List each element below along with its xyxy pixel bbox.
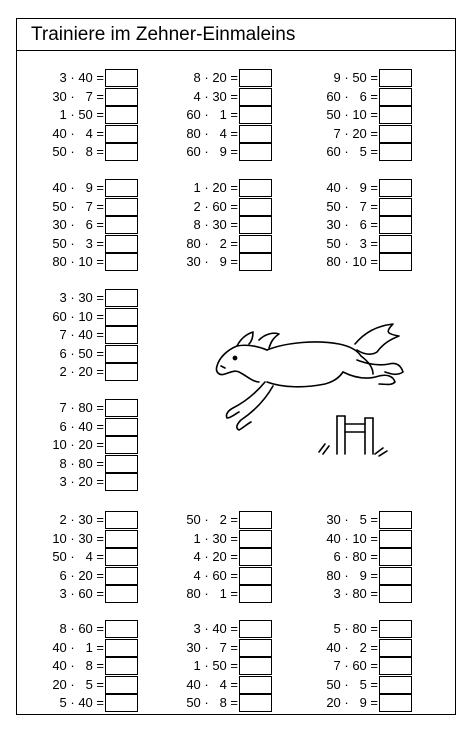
task-expression: 40 · 10 =: [326, 530, 378, 546]
task-row: [23, 455, 138, 473]
task-expression: 40 · 4 =: [52, 125, 104, 141]
task-expression: 50 · 7 =: [52, 198, 104, 214]
task-row: [297, 530, 412, 548]
answer-box[interactable]: [239, 676, 272, 694]
task-expression: 10 · 20 =: [52, 437, 104, 452]
task-row: [23, 399, 138, 417]
answer-box[interactable]: [379, 585, 412, 603]
task-row: [23, 511, 138, 529]
task-expression: 7 · 80 =: [59, 400, 104, 415]
answer-box[interactable]: [239, 567, 272, 585]
answer-box[interactable]: [105, 179, 138, 197]
task-expression: 60 · 1 =: [186, 107, 238, 122]
answer-box[interactable]: [239, 548, 272, 566]
task-expression: 4 · 60 =: [193, 567, 238, 583]
task-row: [23, 694, 138, 712]
answer-box[interactable]: [379, 125, 412, 143]
task-expression: 50 · 3 =: [326, 235, 378, 251]
task-row: [157, 143, 272, 161]
task-expression: 20 · 9 =: [326, 695, 378, 710]
answer-box[interactable]: [379, 253, 412, 271]
task-expression: 2 · 60 =: [193, 198, 238, 214]
task-row: [23, 436, 138, 454]
answer-box[interactable]: [105, 399, 138, 417]
answer-box[interactable]: [379, 530, 412, 548]
answer-box[interactable]: [105, 363, 138, 381]
answer-box[interactable]: [105, 235, 138, 253]
task-expression: 7 · 40 =: [59, 327, 104, 342]
task-expression: 80 · 4 =: [186, 125, 238, 141]
answer-box[interactable]: [105, 567, 138, 585]
task-row: [23, 585, 138, 603]
task-expression: 50 · 10 =: [326, 107, 378, 122]
task-row: [23, 253, 138, 271]
task-row: [297, 216, 412, 234]
task-expression: 30 · 9 =: [186, 254, 238, 269]
worksheet-frame: [16, 18, 456, 715]
answer-box[interactable]: [379, 694, 412, 712]
answer-box[interactable]: [379, 198, 412, 216]
task-expression: 40 · 9 =: [52, 180, 104, 195]
task-expression: 3 · 60 =: [59, 586, 104, 601]
answer-box[interactable]: [105, 657, 138, 675]
task-expression: 4 · 20 =: [193, 549, 238, 564]
task-row: [23, 639, 138, 657]
task-expression: 6 · 50 =: [59, 345, 104, 361]
answer-box[interactable]: [105, 345, 138, 363]
task-expression: 5 · 80 =: [333, 621, 378, 636]
task-row: [297, 125, 412, 143]
task-expression: 30 · 6 =: [326, 217, 378, 232]
task-expression: 80 · 2 =: [186, 235, 238, 251]
task-row: [157, 511, 272, 529]
task-row: [297, 179, 412, 197]
answer-box[interactable]: [105, 694, 138, 712]
task-expression: 40 · 1 =: [52, 639, 104, 655]
task-row: [157, 548, 272, 566]
task-row: [157, 253, 272, 271]
task-expression: 3 · 80 =: [333, 586, 378, 601]
answer-box[interactable]: [105, 106, 138, 124]
task-expression: 6 · 20 =: [59, 567, 104, 583]
task-row: [157, 106, 272, 124]
task-expression: 3 · 20 =: [59, 474, 104, 489]
answer-box[interactable]: [379, 69, 412, 87]
task-row: [23, 235, 138, 253]
task-expression: 1 · 50 =: [193, 658, 238, 673]
answer-box[interactable]: [239, 585, 272, 603]
task-expression: 8 · 20 =: [193, 70, 238, 85]
task-row: [23, 363, 138, 381]
task-expression: 60 · 9 =: [186, 144, 238, 159]
task-row: [297, 657, 412, 675]
task-row: [157, 179, 272, 197]
task-row: [23, 106, 138, 124]
task-expression: 10 · 30 =: [52, 530, 104, 546]
task-expression: 50 · 4 =: [52, 549, 104, 564]
task-row: [297, 639, 412, 657]
task-row: [297, 253, 412, 271]
task-expression: 30 · 5 =: [326, 512, 378, 527]
answer-box[interactable]: [105, 69, 138, 87]
answer-box[interactable]: [379, 511, 412, 529]
answer-box[interactable]: [105, 289, 138, 307]
task-expression: 7 · 60 =: [333, 658, 378, 673]
task-row: [23, 418, 138, 436]
task-expression: 5 · 40 =: [59, 695, 104, 710]
jumping-horse-icon: [207, 304, 407, 479]
answer-box[interactable]: [105, 418, 138, 436]
task-row: [23, 69, 138, 87]
task-expression: 2 · 30 =: [59, 512, 104, 527]
task-row: [23, 143, 138, 161]
answer-box[interactable]: [379, 216, 412, 234]
task-row: [23, 88, 138, 106]
task-expression: 30 · 7 =: [52, 88, 104, 104]
task-expression: 50 · 7 =: [326, 198, 378, 214]
task-expression: 60 · 5 =: [326, 144, 378, 159]
task-expression: 6 · 40 =: [59, 418, 104, 434]
answer-box[interactable]: [105, 530, 138, 548]
task-expression: 40 · 9 =: [326, 180, 378, 195]
task-row: [297, 88, 412, 106]
answer-box[interactable]: [239, 69, 272, 87]
answer-box[interactable]: [105, 216, 138, 234]
task-row: [157, 235, 272, 253]
answer-box[interactable]: [105, 253, 138, 271]
task-row: [157, 657, 272, 675]
task-expression: 30 · 6 =: [52, 217, 104, 232]
task-row: [297, 567, 412, 585]
answer-box[interactable]: [105, 473, 138, 491]
answer-box[interactable]: [239, 125, 272, 143]
task-row: [297, 198, 412, 216]
answer-box[interactable]: [239, 88, 272, 106]
task-row: [297, 694, 412, 712]
answer-box[interactable]: [239, 620, 272, 638]
task-row: [23, 179, 138, 197]
answer-box[interactable]: [239, 253, 272, 271]
task-row: [23, 530, 138, 548]
task-expression: 80 · 10 =: [52, 254, 104, 269]
task-expression: 9 · 50 =: [333, 70, 378, 85]
answer-box[interactable]: [239, 198, 272, 216]
task-row: [23, 657, 138, 675]
task-row: [297, 143, 412, 161]
task-row: [157, 676, 272, 694]
answer-box[interactable]: [379, 676, 412, 694]
task-expression: 60 · 10 =: [52, 308, 104, 324]
task-row: [157, 125, 272, 143]
answer-box[interactable]: [105, 548, 138, 566]
task-expression: 40 · 8 =: [52, 658, 104, 673]
task-expression: 1 · 20 =: [193, 180, 238, 195]
task-row: [297, 235, 412, 253]
task-row: [157, 216, 272, 234]
answer-box[interactable]: [379, 88, 412, 106]
task-expression: 8 · 60 =: [59, 621, 104, 636]
task-expression: 30 · 7 =: [186, 639, 238, 655]
answer-box[interactable]: [239, 530, 272, 548]
task-row: [23, 345, 138, 363]
answer-box[interactable]: [105, 88, 138, 106]
task-row: [297, 69, 412, 87]
task-row: [23, 289, 138, 307]
answer-box[interactable]: [105, 585, 138, 603]
task-expression: 50 · 8 =: [186, 695, 238, 710]
task-expression: 7 · 20 =: [333, 125, 378, 141]
answer-box[interactable]: [105, 143, 138, 161]
answer-box[interactable]: [379, 567, 412, 585]
task-row: [23, 567, 138, 585]
task-row: [23, 548, 138, 566]
task-expression: 1 · 30 =: [193, 530, 238, 546]
answer-box[interactable]: [379, 620, 412, 638]
answer-box[interactable]: [105, 676, 138, 694]
answer-box[interactable]: [379, 106, 412, 124]
task-expression: 80 · 10 =: [326, 254, 378, 269]
task-row: [157, 69, 272, 87]
task-expression: 80 · 1 =: [186, 586, 238, 601]
task-row: [157, 198, 272, 216]
answer-box[interactable]: [379, 179, 412, 197]
task-row: [297, 511, 412, 529]
task-expression: 20 · 5 =: [52, 676, 104, 692]
task-expression: 40 · 2 =: [326, 639, 378, 655]
task-expression: 8 · 80 =: [59, 455, 104, 471]
task-row: [297, 620, 412, 638]
task-row: [297, 585, 412, 603]
task-row: [157, 694, 272, 712]
task-expression: 8 · 30 =: [193, 217, 238, 232]
task-expression: 6 · 80 =: [333, 549, 378, 564]
answer-box[interactable]: [105, 436, 138, 454]
task-row: [157, 530, 272, 548]
task-row: [23, 216, 138, 234]
answer-box[interactable]: [105, 455, 138, 473]
task-expression: 50 · 5 =: [326, 676, 378, 692]
task-expression: 1 · 50 =: [59, 107, 104, 122]
worksheet-title: Trainiere im Zehner-Einmaleins: [31, 24, 296, 45]
task-row: [157, 585, 272, 603]
answer-box[interactable]: [239, 179, 272, 197]
task-expression: 3 · 40 =: [59, 70, 104, 85]
answer-box[interactable]: [105, 620, 138, 638]
task-row: [23, 326, 138, 344]
answer-box[interactable]: [379, 143, 412, 161]
task-expression: 4 · 30 =: [193, 88, 238, 104]
answer-box[interactable]: [239, 694, 272, 712]
task-row: [157, 88, 272, 106]
task-row: [23, 125, 138, 143]
answer-box[interactable]: [239, 216, 272, 234]
answer-box[interactable]: [105, 511, 138, 529]
task-row: [297, 548, 412, 566]
answer-box[interactable]: [379, 639, 412, 657]
task-row: [23, 620, 138, 638]
answer-box[interactable]: [239, 511, 272, 529]
answer-box[interactable]: [239, 235, 272, 253]
answer-box[interactable]: [105, 308, 138, 326]
task-expression: 3 · 40 =: [193, 621, 238, 636]
answer-box[interactable]: [239, 639, 272, 657]
task-expression: 2 · 20 =: [59, 364, 104, 379]
task-row: [23, 198, 138, 216]
task-expression: 50 · 3 =: [52, 235, 104, 251]
title-bar: [17, 19, 455, 51]
task-expression: 3 · 30 =: [59, 290, 104, 305]
task-expression: 80 · 9 =: [326, 567, 378, 583]
task-row: [297, 676, 412, 694]
task-expression: 40 · 4 =: [186, 676, 238, 692]
task-row: [23, 473, 138, 491]
answer-box[interactable]: [379, 235, 412, 253]
task-row: [157, 620, 272, 638]
answer-box[interactable]: [105, 125, 138, 143]
answer-box[interactable]: [105, 639, 138, 657]
task-expression: 50 · 8 =: [52, 144, 104, 159]
task-row: [23, 676, 138, 694]
answer-box[interactable]: [105, 326, 138, 344]
answer-box[interactable]: [379, 548, 412, 566]
task-row: [157, 639, 272, 657]
answer-box[interactable]: [239, 657, 272, 675]
task-expression: 50 · 2 =: [186, 512, 238, 527]
task-expression: 60 · 6 =: [326, 88, 378, 104]
task-row: [157, 567, 272, 585]
answer-box[interactable]: [239, 143, 272, 161]
answer-box[interactable]: [379, 657, 412, 675]
task-row: [297, 106, 412, 124]
answer-box[interactable]: [105, 198, 138, 216]
task-row: [23, 308, 138, 326]
answer-box[interactable]: [239, 106, 272, 124]
